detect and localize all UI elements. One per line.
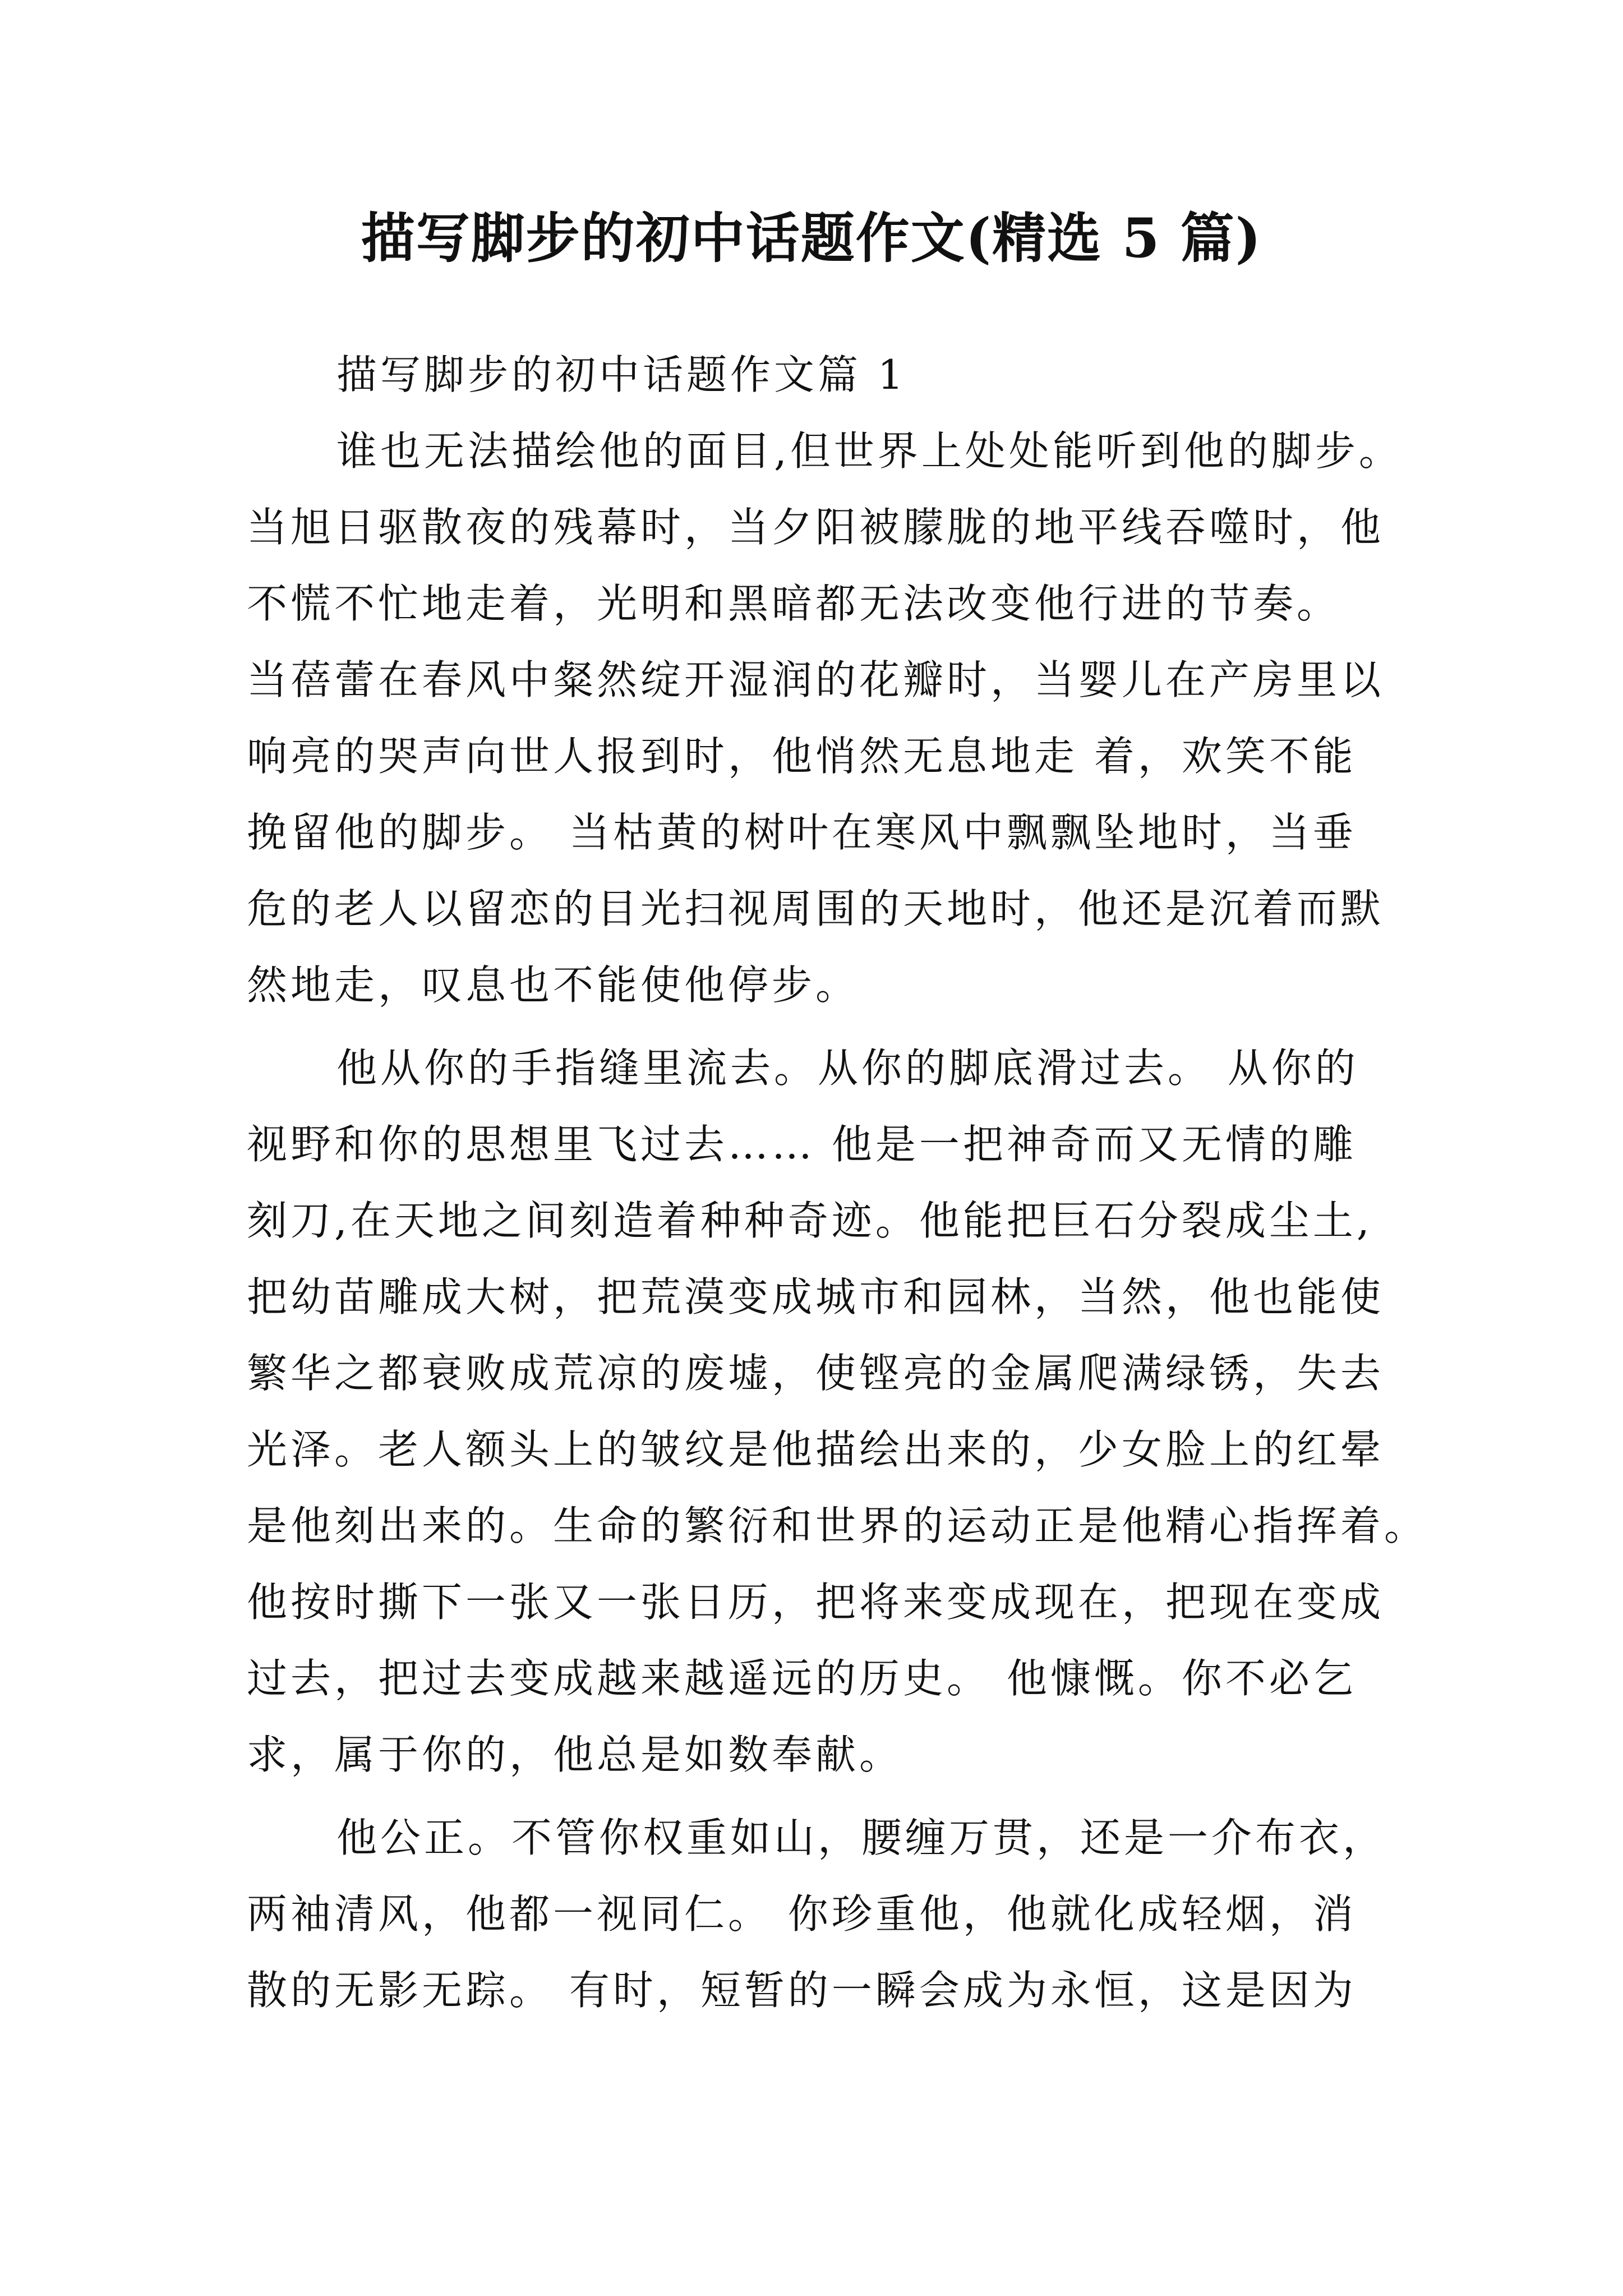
paragraph-line: 过去，把过去变成越来越遥远的历史。 他慷慨。你不必乞 xyxy=(247,1655,1357,1702)
paragraph-line: 响亮的哭声向世人报到时，他悄然无息地走 着，欢笑不能 xyxy=(247,733,1357,780)
paragraph-1 xyxy=(247,413,1403,1023)
section-heading: 描写脚步的初中话题作文篇 1 xyxy=(336,351,907,398)
paragraph-line: 散的无影无踪。 有时，短暂的一瞬会成为永恒，这是因为 xyxy=(247,1967,1357,2014)
paragraph-line: 挽留他的脚步。 当枯黄的树叶在寒风中飘飘坠地时，当垂 xyxy=(247,809,1357,856)
paragraph-line: 刻刀,在天地之间刻造着种种奇迹。他能把巨石分裂成尘土, xyxy=(247,1197,1373,1244)
paragraph-line: 繁华之都衰败成荒凉的废墟，使铿亮的金属爬满绿锈，失去 xyxy=(247,1350,1385,1397)
paragraph-line: 是他刻出来的。生命的繁衍和世界的运动正是他精心指挥着。 xyxy=(247,1502,1428,1549)
paragraph-line: 谁也无法描绘他的面目,但世界上处处能听到他的脚步。 xyxy=(336,427,1403,475)
paragraph-line: 当旭日驱散夜的残幕时，当夕阳被朦胧的地平线吞噬时，他 xyxy=(247,504,1385,551)
paragraph-line: 光泽。老人额头上的皱纹是他描绘出来的，少女脸上的红晕 xyxy=(247,1426,1385,1473)
paragraph-3 xyxy=(247,1800,1387,2028)
paragraph-line: 他公正。不管你权重如山，腰缠万贯，还是一介布衣， xyxy=(336,1814,1387,1861)
paragraph-2 xyxy=(247,1030,1428,1793)
paragraph-line: 把幼苗雕成大树，把荒漠变成城市和园林，当然，他也能使 xyxy=(247,1273,1385,1320)
paragraph-line: 然地走，叹息也不能使他停步。 xyxy=(247,961,860,1009)
paragraph-line: 不慌不忙地走着，光明和黑暗都无法改变他行进的节奏。 xyxy=(247,580,1341,627)
document-body xyxy=(247,337,1428,2035)
paragraph-line: 他按时撕下一张又一张日历，把将来变成现在，把现在变成 xyxy=(247,1579,1385,1626)
paragraph-line: 两袖清风，他都一视同仁。 你珍重他，他就化成轻烟，消 xyxy=(247,1890,1357,1938)
paragraph-line: 危的老人以留恋的目光扫视周围的天地时，他还是沉着而默 xyxy=(247,885,1385,932)
paragraph-line: 求，属于你的，他总是如数奉献。 xyxy=(247,1731,903,1778)
paragraph-line: 视野和你的思想里飞过去…… 他是一把神奇而又无情的雕 xyxy=(247,1121,1357,1168)
paragraph-line: 他从你的手指缝里流去。从你的脚底滑过去。 从你的 xyxy=(336,1045,1359,1092)
document-title: 描写脚步的初中话题作文(精选 5 篇) xyxy=(361,206,1262,270)
paragraph-line: 当蓓蕾在春风中粲然绽开湿润的花瓣时，当婴儿在产房里以 xyxy=(247,656,1385,703)
